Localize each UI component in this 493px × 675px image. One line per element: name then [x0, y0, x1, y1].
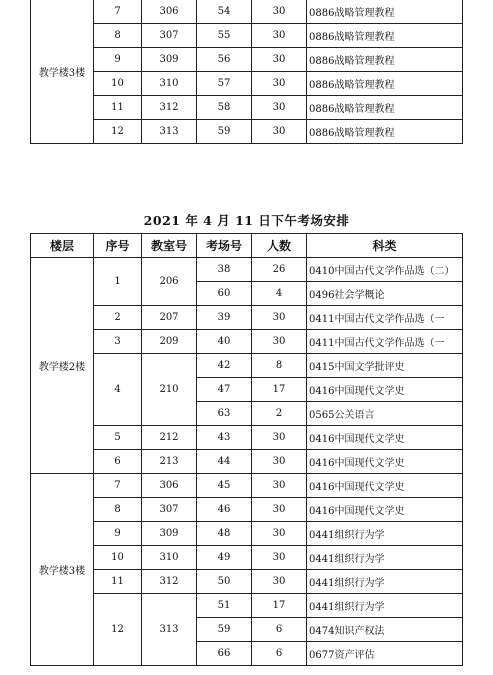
people-cell: 2 — [252, 402, 307, 426]
exam-room-cell: 38 — [197, 258, 252, 282]
seq-cell: 9 — [94, 522, 142, 546]
table-row — [31, 120, 463, 144]
people-cell: 8 — [252, 354, 307, 378]
exam-room-cell: 48 — [197, 522, 252, 546]
exam-room-cell: 59 — [197, 120, 252, 144]
classroom-cell: 312 — [142, 570, 197, 594]
exam-room-cell: 45 — [197, 474, 252, 498]
exam-room-cell: 66 — [197, 642, 252, 666]
exam-room-cell: 49 — [197, 546, 252, 570]
subject-cell: 0886战略管理教程 — [307, 96, 463, 120]
exam-room-cell: 44 — [197, 450, 252, 474]
people-cell: 30 — [252, 546, 307, 570]
people-cell: 30 — [252, 306, 307, 330]
people-cell: 30 — [252, 426, 307, 450]
classroom-cell: 313 — [142, 120, 197, 144]
people-cell: 30 — [252, 474, 307, 498]
table-row — [31, 426, 463, 450]
subject-cell: 0886战略管理教程 — [307, 24, 463, 48]
seq-cell: 8 — [94, 24, 142, 48]
table-row — [31, 258, 463, 282]
subject-cell: 0416中国现代文学史 — [307, 498, 463, 522]
seq-cell: 4 — [94, 354, 142, 426]
people-cell: 6 — [252, 618, 307, 642]
classroom-cell: 309 — [142, 48, 197, 72]
seq-cell: 8 — [94, 498, 142, 522]
classroom-header: 教室号 — [142, 234, 197, 258]
classroom-cell: 307 — [142, 24, 197, 48]
subject-cell: 0415中国文学批评史 — [307, 354, 463, 378]
exam-room-cell: 46 — [197, 498, 252, 522]
exam-room-cell: 40 — [197, 330, 252, 354]
people-cell: 30 — [252, 522, 307, 546]
subject-cell: 0416中国现代文学史 — [307, 450, 463, 474]
floor-header: 楼层 — [31, 234, 94, 258]
table-row — [31, 72, 463, 96]
people-cell: 17 — [252, 594, 307, 618]
people-cell: 30 — [252, 330, 307, 354]
seq-cell: 3 — [94, 330, 142, 354]
floor-cell: 教学楼2楼 — [31, 258, 94, 474]
table-row — [31, 498, 463, 522]
seq-cell: 11 — [94, 96, 142, 120]
table-row — [31, 546, 463, 570]
people-cell: 30 — [252, 0, 307, 24]
exam-room-cell: 56 — [197, 48, 252, 72]
seq-cell: 11 — [94, 570, 142, 594]
subject-cell: 0416中国现代文学史 — [307, 378, 463, 402]
subject-cell: 0441组织行为学 — [307, 546, 463, 570]
subject-cell: 0565公关语言 — [307, 402, 463, 426]
exam-room-cell: 55 — [197, 24, 252, 48]
exam-room-cell: 42 — [197, 354, 252, 378]
subject-header: 科类 — [307, 234, 463, 258]
classroom-cell: 210 — [142, 354, 197, 426]
exam-room-cell: 47 — [197, 378, 252, 402]
classroom-cell: 312 — [142, 96, 197, 120]
people-cell: 30 — [252, 48, 307, 72]
exam-room-header: 考场号 — [197, 234, 252, 258]
classroom-cell: 209 — [142, 330, 197, 354]
classroom-cell: 309 — [142, 522, 197, 546]
subject-cell: 0416中国现代文学史 — [307, 474, 463, 498]
table-row — [31, 354, 463, 378]
subject-cell: 0411中国古代文学作品选（一 — [307, 330, 463, 354]
seq-cell: 10 — [94, 72, 142, 96]
people-cell: 30 — [252, 570, 307, 594]
classroom-cell: 310 — [142, 546, 197, 570]
classroom-cell: 310 — [142, 72, 197, 96]
table-row — [31, 330, 463, 354]
table-row — [31, 306, 463, 330]
people-cell: 17 — [252, 378, 307, 402]
seq-cell: 6 — [94, 450, 142, 474]
classroom-cell: 212 — [142, 426, 197, 450]
exam-room-cell: 51 — [197, 594, 252, 618]
table-row — [31, 0, 463, 24]
exam-room-cell: 59 — [197, 618, 252, 642]
floor-cell: 教学楼3楼 — [31, 0, 94, 144]
classroom-cell: 207 — [142, 306, 197, 330]
subject-cell: 0886战略管理教程 — [307, 72, 463, 96]
exam-room-cell: 60 — [197, 282, 252, 306]
seq-cell: 1 — [94, 258, 142, 306]
table-row — [31, 522, 463, 546]
classroom-cell: 306 — [142, 474, 197, 498]
classroom-cell: 306 — [142, 0, 197, 24]
table-row — [31, 96, 463, 120]
subject-cell: 0886战略管理教程 — [307, 0, 463, 24]
table-header-row — [31, 234, 463, 258]
exam-room-cell: 50 — [197, 570, 252, 594]
subject-cell: 0886战略管理教程 — [307, 48, 463, 72]
subject-cell: 0677资产评估 — [307, 642, 463, 666]
schedule-title: 2021 年 4 月 11 日下午考场安排 — [143, 213, 350, 228]
subject-cell: 0416中国现代文学史 — [307, 426, 463, 450]
classroom-cell: 213 — [142, 450, 197, 474]
seq-cell: 2 — [94, 306, 142, 330]
seq-header: 序号 — [94, 234, 142, 258]
classroom-cell: 206 — [142, 258, 197, 306]
people-cell: 6 — [252, 642, 307, 666]
people-cell: 30 — [252, 120, 307, 144]
floor-cell: 教学楼3楼 — [31, 474, 94, 666]
classroom-cell: 307 — [142, 498, 197, 522]
exam-room-cell: 39 — [197, 306, 252, 330]
table-row — [31, 594, 463, 618]
classroom-cell: 313 — [142, 594, 197, 666]
subject-cell: 0496社会学概论 — [307, 282, 463, 306]
people-cell: 26 — [252, 258, 307, 282]
seq-cell: 9 — [94, 48, 142, 72]
people-cell: 30 — [252, 72, 307, 96]
people-cell: 30 — [252, 96, 307, 120]
seq-cell: 7 — [94, 474, 142, 498]
exam-room-cell: 54 — [197, 0, 252, 24]
table-row — [31, 24, 463, 48]
table-row — [31, 570, 463, 594]
table-row — [31, 450, 463, 474]
table-row — [31, 48, 463, 72]
exam-room-cell: 43 — [197, 426, 252, 450]
seq-cell: 12 — [94, 594, 142, 666]
people-cell: 30 — [252, 24, 307, 48]
seq-cell: 12 — [94, 120, 142, 144]
subject-cell: 0441组织行为学 — [307, 570, 463, 594]
seq-cell: 10 — [94, 546, 142, 570]
subject-cell: 0410中国古代文学作品选（二） — [307, 258, 463, 282]
table-row — [31, 474, 463, 498]
people-cell: 4 — [252, 282, 307, 306]
people-cell: 30 — [252, 450, 307, 474]
exam-room-cell: 63 — [197, 402, 252, 426]
seq-cell: 5 — [94, 426, 142, 450]
subject-cell: 0886战略管理教程 — [307, 120, 463, 144]
people-cell: 30 — [252, 498, 307, 522]
subject-cell: 0441组织行为学 — [307, 522, 463, 546]
previous-schedule-table — [30, 0, 463, 144]
seq-cell: 7 — [94, 0, 142, 24]
subject-cell: 0474知识产权法 — [307, 618, 463, 642]
afternoon-schedule-table — [30, 233, 463, 666]
subject-cell: 0411中国古代文学作品选（一 — [307, 306, 463, 330]
people-header: 人数 — [252, 234, 307, 258]
exam-room-cell: 57 — [197, 72, 252, 96]
subject-cell: 0441组织行为学 — [307, 594, 463, 618]
exam-room-cell: 58 — [197, 96, 252, 120]
